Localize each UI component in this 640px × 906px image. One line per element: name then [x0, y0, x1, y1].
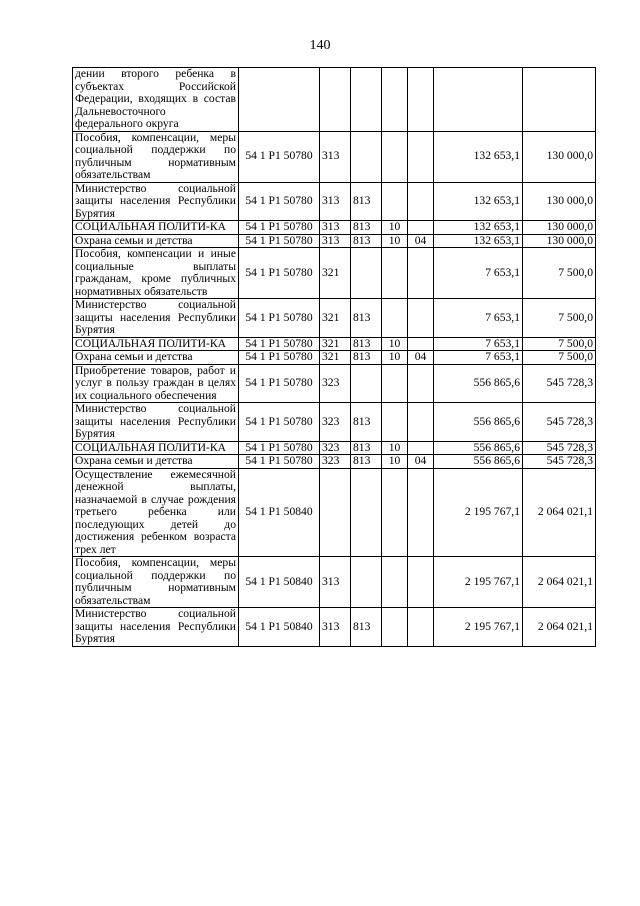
amount-year1-cell: 7 653,1 — [434, 351, 523, 365]
row-name-cell: Пособия, компенсации, меры социальной поддержки по публичным нормативным обязательствам — [73, 131, 239, 182]
row-name-cell: Охрана семьи и детства — [73, 234, 239, 248]
page-number: 140 — [309, 38, 331, 53]
subsection-code-cell — [408, 68, 434, 132]
ministry-code-cell — [351, 364, 382, 403]
amount-year1-cell — [434, 68, 523, 132]
table-row — [73, 299, 596, 338]
expense-type-code-cell: 321 — [320, 248, 351, 299]
expense-type-code-cell — [320, 468, 351, 557]
row-name-cell: Министерство социальной защиты населения Республики Бурятия — [73, 182, 239, 221]
target-article-code-cell: 54 1 P1 50840 — [239, 468, 320, 557]
table-row — [73, 403, 596, 442]
amount-year1-cell: 7 653,1 — [434, 337, 523, 351]
amount-year2-cell: 130 000,0 — [523, 221, 596, 235]
expense-type-code-cell: 321 — [320, 351, 351, 365]
section-code-cell: 10 — [382, 337, 408, 351]
amount-year1-cell: 7 653,1 — [434, 299, 523, 338]
section-code-cell — [382, 364, 408, 403]
amount-year2-cell: 2 064 021,1 — [523, 608, 596, 647]
ministry-code-cell: 813 — [351, 403, 382, 442]
section-code-cell — [382, 68, 408, 132]
table-row — [73, 131, 596, 182]
row-name-cell: Министерство социальной защиты населения Республики Бурятия — [73, 299, 239, 338]
subsection-code-cell — [408, 608, 434, 647]
budget-table-body — [73, 68, 596, 647]
amount-year1-cell: 132 653,1 — [434, 234, 523, 248]
expense-type-code-cell: 313 — [320, 557, 351, 608]
section-code-cell: 10 — [382, 455, 408, 469]
amount-year2-cell: 130 000,0 — [523, 131, 596, 182]
row-name-cell: Приобретение товаров, работ и услуг в пользу граждан в целях их социального обеспечения — [73, 364, 239, 403]
subsection-code-cell — [408, 182, 434, 221]
subsection-code-cell — [408, 299, 434, 338]
table-row — [73, 248, 596, 299]
row-name-cell: Пособия, компенсации и иные социальные выплаты гражданам, кроме публичных нормативных обязательств — [73, 248, 239, 299]
amount-year2-cell: 130 000,0 — [523, 234, 596, 248]
amount-year2-cell: 545 728,3 — [523, 441, 596, 455]
ministry-code-cell: 813 — [351, 337, 382, 351]
amount-year1-cell: 132 653,1 — [434, 221, 523, 235]
subsection-code-cell — [408, 131, 434, 182]
amount-year2-cell: 2 064 021,1 — [523, 557, 596, 608]
table-row — [73, 441, 596, 455]
amount-year2-cell: 545 728,3 — [523, 455, 596, 469]
amount-year1-cell: 556 865,6 — [434, 441, 523, 455]
expense-type-code-cell: 323 — [320, 364, 351, 403]
target-article-code-cell: 54 1 P1 50780 — [239, 248, 320, 299]
subsection-code-cell — [408, 337, 434, 351]
row-name-cell: СОЦИАЛЬНАЯ ПОЛИТИ-КА — [73, 221, 239, 235]
expense-type-code-cell: 313 — [320, 131, 351, 182]
row-name-cell: Пособия, компенсации, меры социальной поддержки по публичным нормативным обязательствам — [73, 557, 239, 608]
amount-year1-cell: 2 195 767,1 — [434, 468, 523, 557]
target-article-code-cell: 54 1 P1 50780 — [239, 299, 320, 338]
ministry-code-cell: 813 — [351, 299, 382, 338]
ministry-code-cell: 813 — [351, 182, 382, 221]
row-name-cell: Осуществление ежемесячной денежной выплаты, назначаемой в случае рождения третьего ребенка или последующих детей до достижения ребенком возраста трех лет — [73, 468, 239, 557]
target-article-code-cell: 54 1 P1 50780 — [239, 403, 320, 442]
table-row — [73, 608, 596, 647]
amount-year2-cell: 7 500,0 — [523, 299, 596, 338]
expense-type-code-cell: 323 — [320, 403, 351, 442]
amount-year1-cell: 132 653,1 — [434, 131, 523, 182]
subsection-code-cell: 04 — [408, 351, 434, 365]
target-article-code-cell: 54 1 P1 50780 — [239, 337, 320, 351]
section-code-cell — [382, 248, 408, 299]
row-name-cell: СОЦИАЛЬНАЯ ПОЛИТИ-КА — [73, 337, 239, 351]
amount-year2-cell: 130 000,0 — [523, 182, 596, 221]
row-name-cell: Охрана семьи и детства — [73, 351, 239, 365]
ministry-code-cell: 813 — [351, 234, 382, 248]
amount-year1-cell: 556 865,6 — [434, 364, 523, 403]
subsection-code-cell — [408, 364, 434, 403]
section-code-cell: 10 — [382, 351, 408, 365]
ministry-code-cell: 813 — [351, 351, 382, 365]
section-code-cell — [382, 403, 408, 442]
amount-year2-cell: 7 500,0 — [523, 351, 596, 365]
table-row — [73, 468, 596, 557]
row-name-cell: Министерство социальной защиты населения Республики Бурятия — [73, 403, 239, 442]
amount-year1-cell: 2 195 767,1 — [434, 608, 523, 647]
ministry-code-cell — [351, 131, 382, 182]
table-row — [73, 234, 596, 248]
ministry-code-cell — [351, 557, 382, 608]
table-row — [73, 68, 596, 132]
amount-year2-cell: 545 728,3 — [523, 403, 596, 442]
table-row — [73, 455, 596, 469]
table-row — [73, 182, 596, 221]
target-article-code-cell: 54 1 P1 50780 — [239, 234, 320, 248]
table-row — [73, 337, 596, 351]
subsection-code-cell: 04 — [408, 234, 434, 248]
row-name-cell: дении второго ребенка в субъектах Российской Федерации, входящих в состав Дальневосточного федерального округа — [73, 68, 239, 132]
amount-year1-cell: 132 653,1 — [434, 182, 523, 221]
amount-year1-cell: 556 865,6 — [434, 403, 523, 442]
table-row — [73, 351, 596, 365]
target-article-code-cell: 54 1 P1 50780 — [239, 182, 320, 221]
amount-year2-cell: 2 064 021,1 — [523, 468, 596, 557]
subsection-code-cell — [408, 221, 434, 235]
ministry-code-cell: 813 — [351, 455, 382, 469]
expense-type-code-cell: 313 — [320, 182, 351, 221]
expense-type-code-cell: 313 — [320, 234, 351, 248]
section-code-cell — [382, 131, 408, 182]
subsection-code-cell — [408, 248, 434, 299]
section-code-cell: 10 — [382, 234, 408, 248]
section-code-cell — [382, 299, 408, 338]
amount-year1-cell: 7 653,1 — [434, 248, 523, 299]
subsection-code-cell — [408, 468, 434, 557]
target-article-code-cell — [239, 68, 320, 132]
expense-type-code-cell: 313 — [320, 608, 351, 647]
section-code-cell — [382, 557, 408, 608]
expense-type-code-cell — [320, 68, 351, 132]
subsection-code-cell — [408, 403, 434, 442]
target-article-code-cell: 54 1 P1 50780 — [239, 351, 320, 365]
amount-year1-cell: 2 195 767,1 — [434, 557, 523, 608]
amount-year1-cell: 556 865,6 — [434, 455, 523, 469]
ministry-code-cell: 813 — [351, 441, 382, 455]
ministry-code-cell — [351, 468, 382, 557]
target-article-code-cell: 54 1 P1 50780 — [239, 131, 320, 182]
target-article-code-cell: 54 1 P1 50780 — [239, 221, 320, 235]
expense-type-code-cell: 321 — [320, 299, 351, 338]
expense-type-code-cell: 313 — [320, 221, 351, 235]
target-article-code-cell: 54 1 P1 50780 — [239, 455, 320, 469]
ministry-code-cell — [351, 68, 382, 132]
ministry-code-cell: 813 — [351, 221, 382, 235]
amount-year2-cell: 7 500,0 — [523, 248, 596, 299]
ministry-code-cell — [351, 248, 382, 299]
section-code-cell — [382, 182, 408, 221]
amount-year2-cell: 545 728,3 — [523, 364, 596, 403]
target-article-code-cell: 54 1 P1 50780 — [239, 441, 320, 455]
row-name-cell: Министерство социальной защиты населения Республики Бурятия — [73, 608, 239, 647]
subsection-code-cell — [408, 557, 434, 608]
expense-type-code-cell: 321 — [320, 337, 351, 351]
ministry-code-cell: 813 — [351, 608, 382, 647]
section-code-cell: 10 — [382, 221, 408, 235]
subsection-code-cell: 04 — [408, 455, 434, 469]
target-article-code-cell: 54 1 P1 50840 — [239, 557, 320, 608]
table-row — [73, 557, 596, 608]
section-code-cell: 10 — [382, 441, 408, 455]
section-code-cell — [382, 468, 408, 557]
budget-table — [72, 67, 596, 647]
target-article-code-cell: 54 1 P1 50780 — [239, 364, 320, 403]
expense-type-code-cell: 323 — [320, 455, 351, 469]
amount-year2-cell — [523, 68, 596, 132]
row-name-cell: Охрана семьи и детства — [73, 455, 239, 469]
table-row — [73, 221, 596, 235]
subsection-code-cell — [408, 441, 434, 455]
table-row — [73, 364, 596, 403]
target-article-code-cell: 54 1 P1 50840 — [239, 608, 320, 647]
section-code-cell — [382, 608, 408, 647]
row-name-cell: СОЦИАЛЬНАЯ ПОЛИТИ-КА — [73, 441, 239, 455]
amount-year2-cell: 7 500,0 — [523, 337, 596, 351]
expense-type-code-cell: 323 — [320, 441, 351, 455]
